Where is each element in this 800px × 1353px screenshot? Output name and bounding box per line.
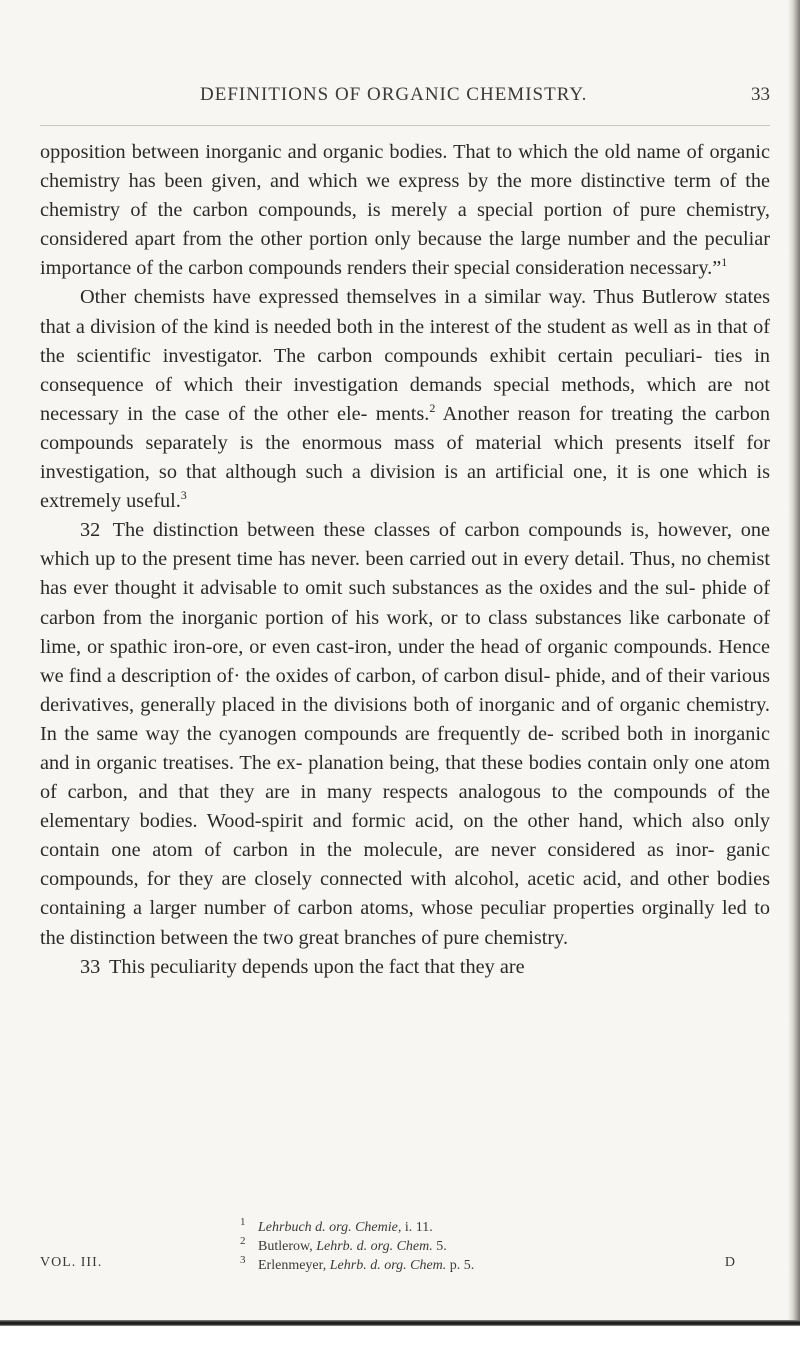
page-number: 33 [751,84,770,105]
paragraph-other-chemists [40,283,770,516]
signature-line [40,1255,770,1275]
page-bottom-edge [0,1320,800,1326]
footnote-rest: 5. [432,1239,447,1254]
footnote-ref: 2 [429,401,436,416]
paragraph-text: Another reason for treating the carbon compounds separately is the enormous mass of material which presents itself for investigation, so that although such a division is an artificial one, it is one which is extremely useful. [40,402,770,513]
footnote: 1 Lehrbuch d. org. Chemie, i. 11. [240,1216,433,1235]
paragraph-text: The distinction between these classes of carbon compounds is, however, one which up to the present time has never. been carried out in every detail. Thus, no chemist has ever thought it advisable to omit such substances as the oxides and the sul- phide of carbon from the inorganic portion of his work, or to class substances like carbonate of lime, or spathic iron-ore, or even cast-iron, under the head of organic compounds. Hence we find a description of· the oxides of carbon, of carbon disul- phide, and of their various derivatives, generally placed in the divisions both of inorganic and of organic chemistry. In the same way the cyanogen compounds are frequently de- scribed both in inorganic and in organic treatises. The ex- planation being, that these bodies contain only one atom of carbon, and that they are in many respects analogous to the compounds of the elementary bodies. Wood-spirit and formic acid, on the other hand, which also only contain one atom of carbon in the molecule, are never considered as inor- ganic compounds, for they are closely connected with alcohol, acetic acid, and other bodies containing a larger number of carbon atoms, whose peculiar properties orginally led to the distinction between the two great branches of pure chemistry. [40,519,770,949]
footnote-title: Lehrbuch d. org. Chemie, [258,1220,402,1235]
bottom-margin [0,1323,800,1353]
footnote-ref: 1 [721,255,728,270]
volume-label: VOL. III. [40,1255,103,1270]
footnote-author: Erlenmeyer, [258,1258,330,1273]
signature-letter: D [724,1255,735,1270]
paragraph-number: 33 [80,955,101,978]
footnote-title: Lehrb. d. org. Chem. [316,1239,433,1254]
paragraph-number: 32 [80,519,101,542]
paragraph-text: opposition between inorganic and organic bodies. That to which the old name of organic chemistry has been given, and which we express by the more distinctive term of the chemistry of the carbon compounds, is merely a special portion of pure chemistry, considered apart from the other portion only because the large number and the peculiar importance of the carbon compounds renders their special consideration necessary.” [40,141,770,280]
page-edge-shadow [788,0,800,1353]
paragraph-text: This peculiarity depends upon the fact that they are [109,955,525,978]
footnote-rest: p. 5. [446,1258,475,1273]
paragraph-continuation [40,138,770,283]
header-rule [40,125,770,126]
paragraph-text: Other chemists have expressed themselves in a similar way. Thus Butlerow states that a division of the kind is needed both in the interest of the student as well as in that of the scientific investigator. The carbon compounds exhibit certain peculiari- ties in consequence of which their investigation demands special methods, which are not necessary in the case of the other ele- ments. [40,286,770,425]
running-title: DEFINITIONS OF ORGANIC CHEMISTRY. [200,84,588,105]
footnote-rest: i. 11. [401,1220,433,1235]
footnote-title: Lehrb. d. org. Chem. [329,1258,447,1273]
paragraph-33 [40,953,770,982]
footnote: 3 Erlenmeyer, Lehrb. d. org. Chem. p. 5. [240,1254,475,1273]
body-text [40,138,770,982]
footnote-author: Butlerow, [258,1239,317,1254]
footnote-ref: 3 [180,488,187,503]
page-header [40,84,780,108]
paragraph-32 [40,516,770,952]
footnote: 2 Butlerow, Lehrb. d. org. Chem. 5. [240,1235,447,1254]
